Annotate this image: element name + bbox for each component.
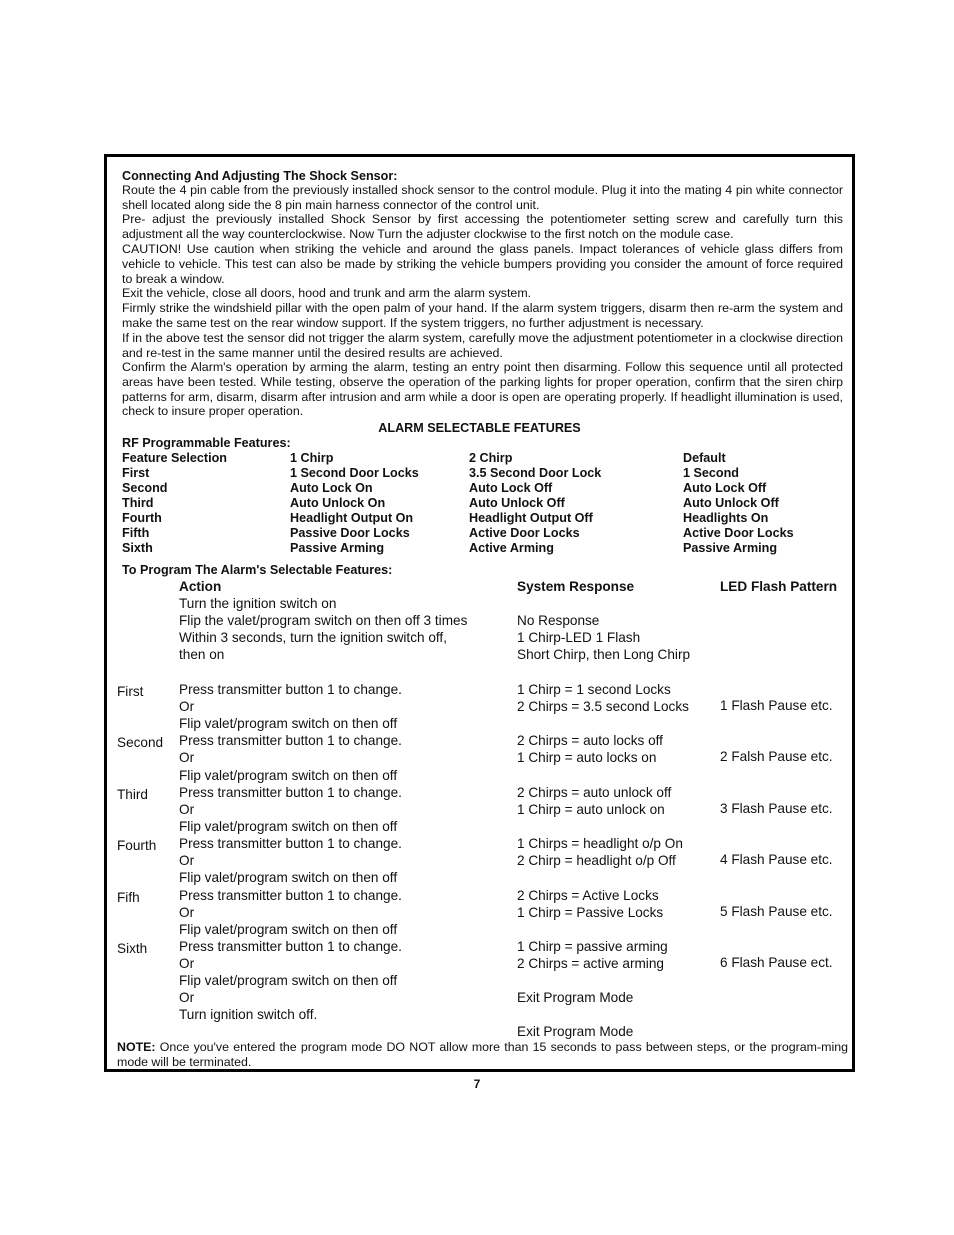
intro-response: No Response xyxy=(517,613,600,628)
features-row-cell: Auto Unlock On xyxy=(290,496,386,510)
paragraph-exit-vehicle: Exit the vehicle, close all doors, hood and trunk and arm the alarm system. xyxy=(122,286,532,300)
step-label: Third xyxy=(117,787,148,802)
step-response: 2 Chirps = Active Locks xyxy=(517,888,659,903)
features-row-cell: Active Door Locks xyxy=(469,526,580,540)
shock-sensor-heading: Connecting And Adjusting The Shock Sensor: xyxy=(122,169,398,183)
step-label: Second xyxy=(117,735,164,750)
step-press: Press transmitter button 1 to change. xyxy=(179,836,402,851)
exit-program-mode: Exit Program Mode xyxy=(517,990,634,1005)
features-header-1-chirp: 1 Chirp xyxy=(290,451,334,465)
features-row-label: Second xyxy=(122,481,168,495)
features-subtitle: RF Programmable Features: xyxy=(122,436,291,450)
step-response: 2 Chirps = auto locks off xyxy=(517,733,663,748)
program-header-led: LED Flash Pattern xyxy=(720,579,838,594)
features-row-cell: Active Door Locks xyxy=(683,526,794,540)
step-press: Press transmitter button 1 to change. xyxy=(179,939,402,954)
step-flip: Flip valet/program switch on then off xyxy=(179,716,398,731)
step-response: 2 Chirps = active arming xyxy=(517,956,664,971)
note xyxy=(117,1040,848,1070)
step-or: Or xyxy=(179,699,195,714)
step-led-pattern: 6 Flash Pause ect. xyxy=(720,955,833,970)
step-response: 1 Chirp = auto locks on xyxy=(517,750,657,765)
features-row-cell: Auto Lock Off xyxy=(469,481,553,495)
intro-action: Within 3 seconds, turn the ignition switch off, xyxy=(179,630,447,645)
features-row-cell: 3.5 Second Door Lock xyxy=(469,466,602,480)
features-row-label: Fourth xyxy=(122,511,162,525)
paragraph-strike-test: Firmly strike the windshield pillar with the open palm of your hand. If the alarm system triggers, disarm then re-arm the system and make the same test on the rear window support. If the system triggers, no further adjustment is necessary. xyxy=(122,301,843,330)
step-response: 1 Chirp = passive arming xyxy=(517,939,668,954)
features-row-cell: Auto Unlock Off xyxy=(683,496,779,510)
features-title: ALARM SELECTABLE FEATURES xyxy=(378,421,581,435)
features-header-selection: Feature Selection xyxy=(122,451,227,465)
intro-action: Turn the ignition switch on xyxy=(179,596,337,611)
content-frame xyxy=(104,154,855,1072)
paragraph-retest: If in the above test the sensor did not trigger the alarm system, carefully move the adjustment potentiometer in a clockwise direction and re-test in the same manner until the desired results are achieved. xyxy=(122,331,843,360)
features-header-default: Default xyxy=(683,451,726,465)
end-or: Or xyxy=(179,990,195,1005)
step-label: First xyxy=(117,684,144,699)
paragraph-route-cable: Route the 4 pin cable from the previously installed shock sensor to the control module. Plug it into the mating 4 pin white connector shell located along side the 8 pin main harness connector of the control unit. xyxy=(122,183,843,212)
intro-action: then on xyxy=(179,647,225,662)
features-row-cell: Headlight Output On xyxy=(290,511,414,525)
step-or: Or xyxy=(179,905,195,920)
features-row-cell: Passive Door Locks xyxy=(290,526,410,540)
end-action: Turn ignition switch off. xyxy=(179,1007,318,1022)
note-text: Once you've entered the program mode DO NOT allow more than 15 seconds to pass between steps, or the program-ming mode will be terminated. xyxy=(117,1040,848,1069)
step-flip: Flip valet/program switch on then off xyxy=(179,870,398,885)
step-press: Press transmitter button 1 to change. xyxy=(179,682,402,697)
step-led-pattern: 3 Flash Pause etc. xyxy=(720,801,833,816)
step-label: Sixth xyxy=(117,941,148,956)
step-led-pattern: 1 Flash Pause etc. xyxy=(720,698,833,713)
features-row-cell: 1 Second xyxy=(683,466,739,480)
step-response: 2 Chirp = headlight o/p Off xyxy=(517,853,676,868)
step-label: Fifh xyxy=(117,890,140,905)
step-response: 1 Chirp = auto unlock on xyxy=(517,802,665,817)
features-row-label: Fifth xyxy=(122,526,150,540)
paragraph-confirm: Confirm the Alarm's operation by arming the alarm, testing an entry point then disarming. Follow this sequence until all protected areas have been tested. While testing, observe the operation of the parking lights for proper operation, confirm that the siren chirp patterns for arm, disarm, disarm after intrusion and arm while a door is open are operating properly. If headlight illumination is used, check to insure proper operation. xyxy=(122,360,843,419)
step-or: Or xyxy=(179,853,195,868)
features-row-cell: 1 Second Door Locks xyxy=(290,466,419,480)
step-or: Or xyxy=(179,750,195,765)
features-row-cell: Auto Lock On xyxy=(290,481,373,495)
step-label: Fourth xyxy=(117,838,157,853)
paragraph-caution: CAUTION! Use caution when striking the vehicle and around the glass panels. Impact tolerances of vehicle glass differs from vehicle to vehicle. This test can also be made by striking the vehicle bumpers providing you consider the amount of force required to break a window. xyxy=(122,242,843,286)
step-flip: Flip valet/program switch on then off xyxy=(179,768,398,783)
step-flip: Flip valet/program switch on then off xyxy=(179,819,398,834)
features-row-label: First xyxy=(122,466,150,480)
step-response: 1 Chirp = 1 second Locks xyxy=(517,682,671,697)
paragraph-pre-adjust: Pre- adjust the previously installed Shock Sensor by first accessing the potentiometer setting screw and carefully turn this adjustment all the way counterclockwise. Now Turn the adjuster clockwise to the first notch on the module case. xyxy=(122,212,843,241)
features-row-label: Third xyxy=(122,496,154,510)
step-press: Press transmitter button 1 to change. xyxy=(179,785,402,800)
step-flip: Flip valet/program switch on then off xyxy=(179,922,398,937)
step-or: Or xyxy=(179,956,195,971)
intro-response: 1 Chirp-LED 1 Flash xyxy=(517,630,641,645)
step-response: 2 Chirps = auto unlock off xyxy=(517,785,672,800)
program-title: To Program The Alarm's Selectable Features: xyxy=(122,563,393,577)
step-press: Press transmitter button 1 to change. xyxy=(179,888,402,903)
note-label: NOTE: xyxy=(117,1040,156,1054)
features-row-cell: Passive Arming xyxy=(683,541,778,555)
features-row-cell: Active Arming xyxy=(469,541,554,555)
step-led-pattern: 2 Falsh Pause etc. xyxy=(720,749,833,764)
step-flip: Flip valet/program switch on then off xyxy=(179,973,398,988)
features-row-cell: Passive Arming xyxy=(290,541,385,555)
step-led-pattern: 5 Flash Pause etc. xyxy=(720,904,833,919)
exit-program-mode: Exit Program Mode xyxy=(517,1024,634,1039)
features-row-label: Sixth xyxy=(122,541,153,555)
step-response: 1 Chirp = Passive Locks xyxy=(517,905,664,920)
features-row-cell: Auto Unlock Off xyxy=(469,496,565,510)
features-row-cell: Headlight Output Off xyxy=(469,511,593,525)
step-response: 2 Chirps = 3.5 second Locks xyxy=(517,699,689,714)
program-header-response: System Response xyxy=(517,579,635,594)
features-row-cell: Headlights On xyxy=(683,511,769,525)
features-header-2-chirp: 2 Chirp xyxy=(469,451,513,465)
intro-action: Flip the valet/program switch on then off 3 times xyxy=(179,613,468,628)
program-header-action: Action xyxy=(179,579,222,594)
intro-response: Short Chirp, then Long Chirp xyxy=(517,647,691,662)
features-row-cell: Auto Lock Off xyxy=(683,481,767,495)
step-led-pattern: 4 Flash Pause etc. xyxy=(720,852,833,867)
step-press: Press transmitter button 1 to change. xyxy=(179,733,402,748)
step-or: Or xyxy=(179,802,195,817)
step-response: 1 Chirps = headlight o/p On xyxy=(517,836,683,851)
page-number: 7 xyxy=(473,1077,481,1091)
